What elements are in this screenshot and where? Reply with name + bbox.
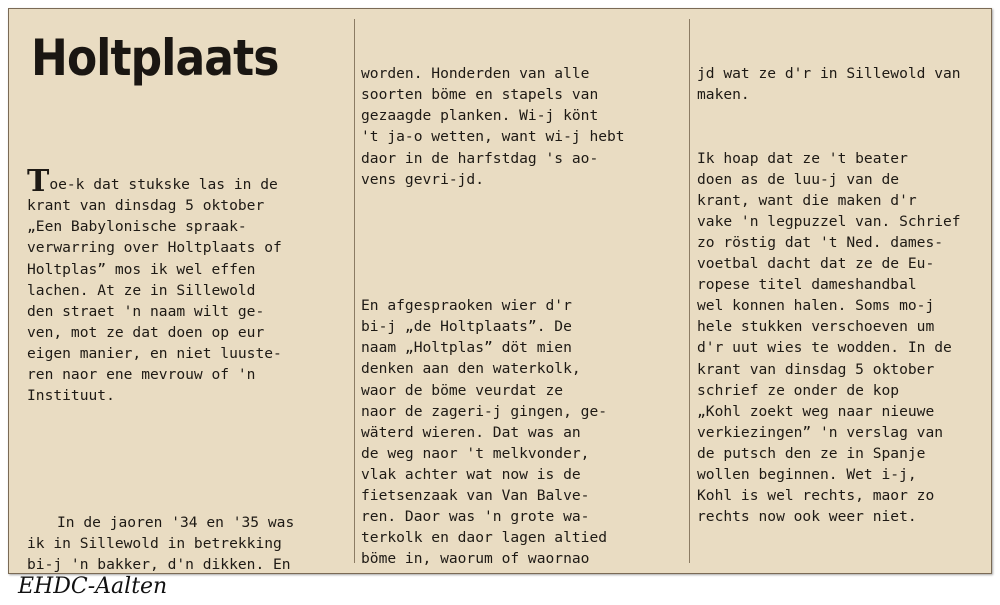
article-column-1 — [27, 129, 347, 574]
paragraph: In de jaoren '34 en '35 was ik in Sillewold in betrekking bi-j 'n bakker, d'n dikken. En — [27, 513, 295, 573]
headline: Holtplaats — [31, 29, 279, 87]
paragraph: Ik hoap dat ze 't beater doen as de luu-j van de krant, want die maken d'r vake 'n legpuzzel van. Schrief zo röstig dat 't Ned. dames- voetbal dacht dat ze de Eu- ropese titel dameshandbal wel konnen halen. Soms mo-j hele stukken verschoeven um d'r uut wies te wodden. In de krant van dinsdag 5 oktober schrief ze onder de kop „Kohl zoekt weg naar nieuwe verkiezingen” 'n verslag van de putsch den ze in Spanje wollen beginnen. Wet i-j, Kohl is wel rechts, maor zo rechts now ook weer niet. — [697, 149, 961, 526]
article-column-3 — [697, 21, 987, 574]
article-column-2 — [361, 21, 679, 574]
paragraph-gap — [361, 232, 679, 253]
paragraph-gap — [27, 448, 347, 469]
drop-cap: T — [27, 164, 50, 200]
paragraph-text: oe-k dat stukske las in de krant van dinsdag 5 oktober „Een Babylonische spraak- verwarring over Holtplaats of Holtplas” mos ik wel effen lachen. At ze in Sillewold den straet 'n naam wilt ge- ven, mot ze dat doen op eur eigen manier, en niet luuste- ren naor ene mevrouw of 'n Instituut. — [27, 176, 282, 405]
watermark: EHDC-Aalten — [18, 574, 168, 599]
column-rule — [354, 19, 355, 563]
paragraph: En afgespraoken wier d'r bi-j „de Holtplaats”. De naam „Holtplas” döt mien denken aan den waterkolk, waor de böme veurdat ze naor de zageri-j gingen, ge- wäterd wieren. Dat was an de weg naor 't melkvonder, vlak achter wat now is de fietsenzaak van Van Balve- ren. Daor was 'n grote wa- terkolk en daor lagen altied böme in, waorum of waornao — [361, 297, 608, 568]
paragraph — [27, 164, 347, 406]
column-rule — [689, 19, 690, 563]
paragraph: jd wat ze d'r in Sillewold van maken. — [697, 65, 961, 104]
newspaper-clipping — [8, 8, 992, 574]
paragraph: worden. Honderden van alle soorten böme en stapels van gezaagde planken. Wi-j könt 't ja-o wetten, want wi-j hebt daor in de harfstdag 's ao- vens gevri-jd. — [361, 65, 625, 188]
paragraph-gap — [697, 569, 987, 574]
